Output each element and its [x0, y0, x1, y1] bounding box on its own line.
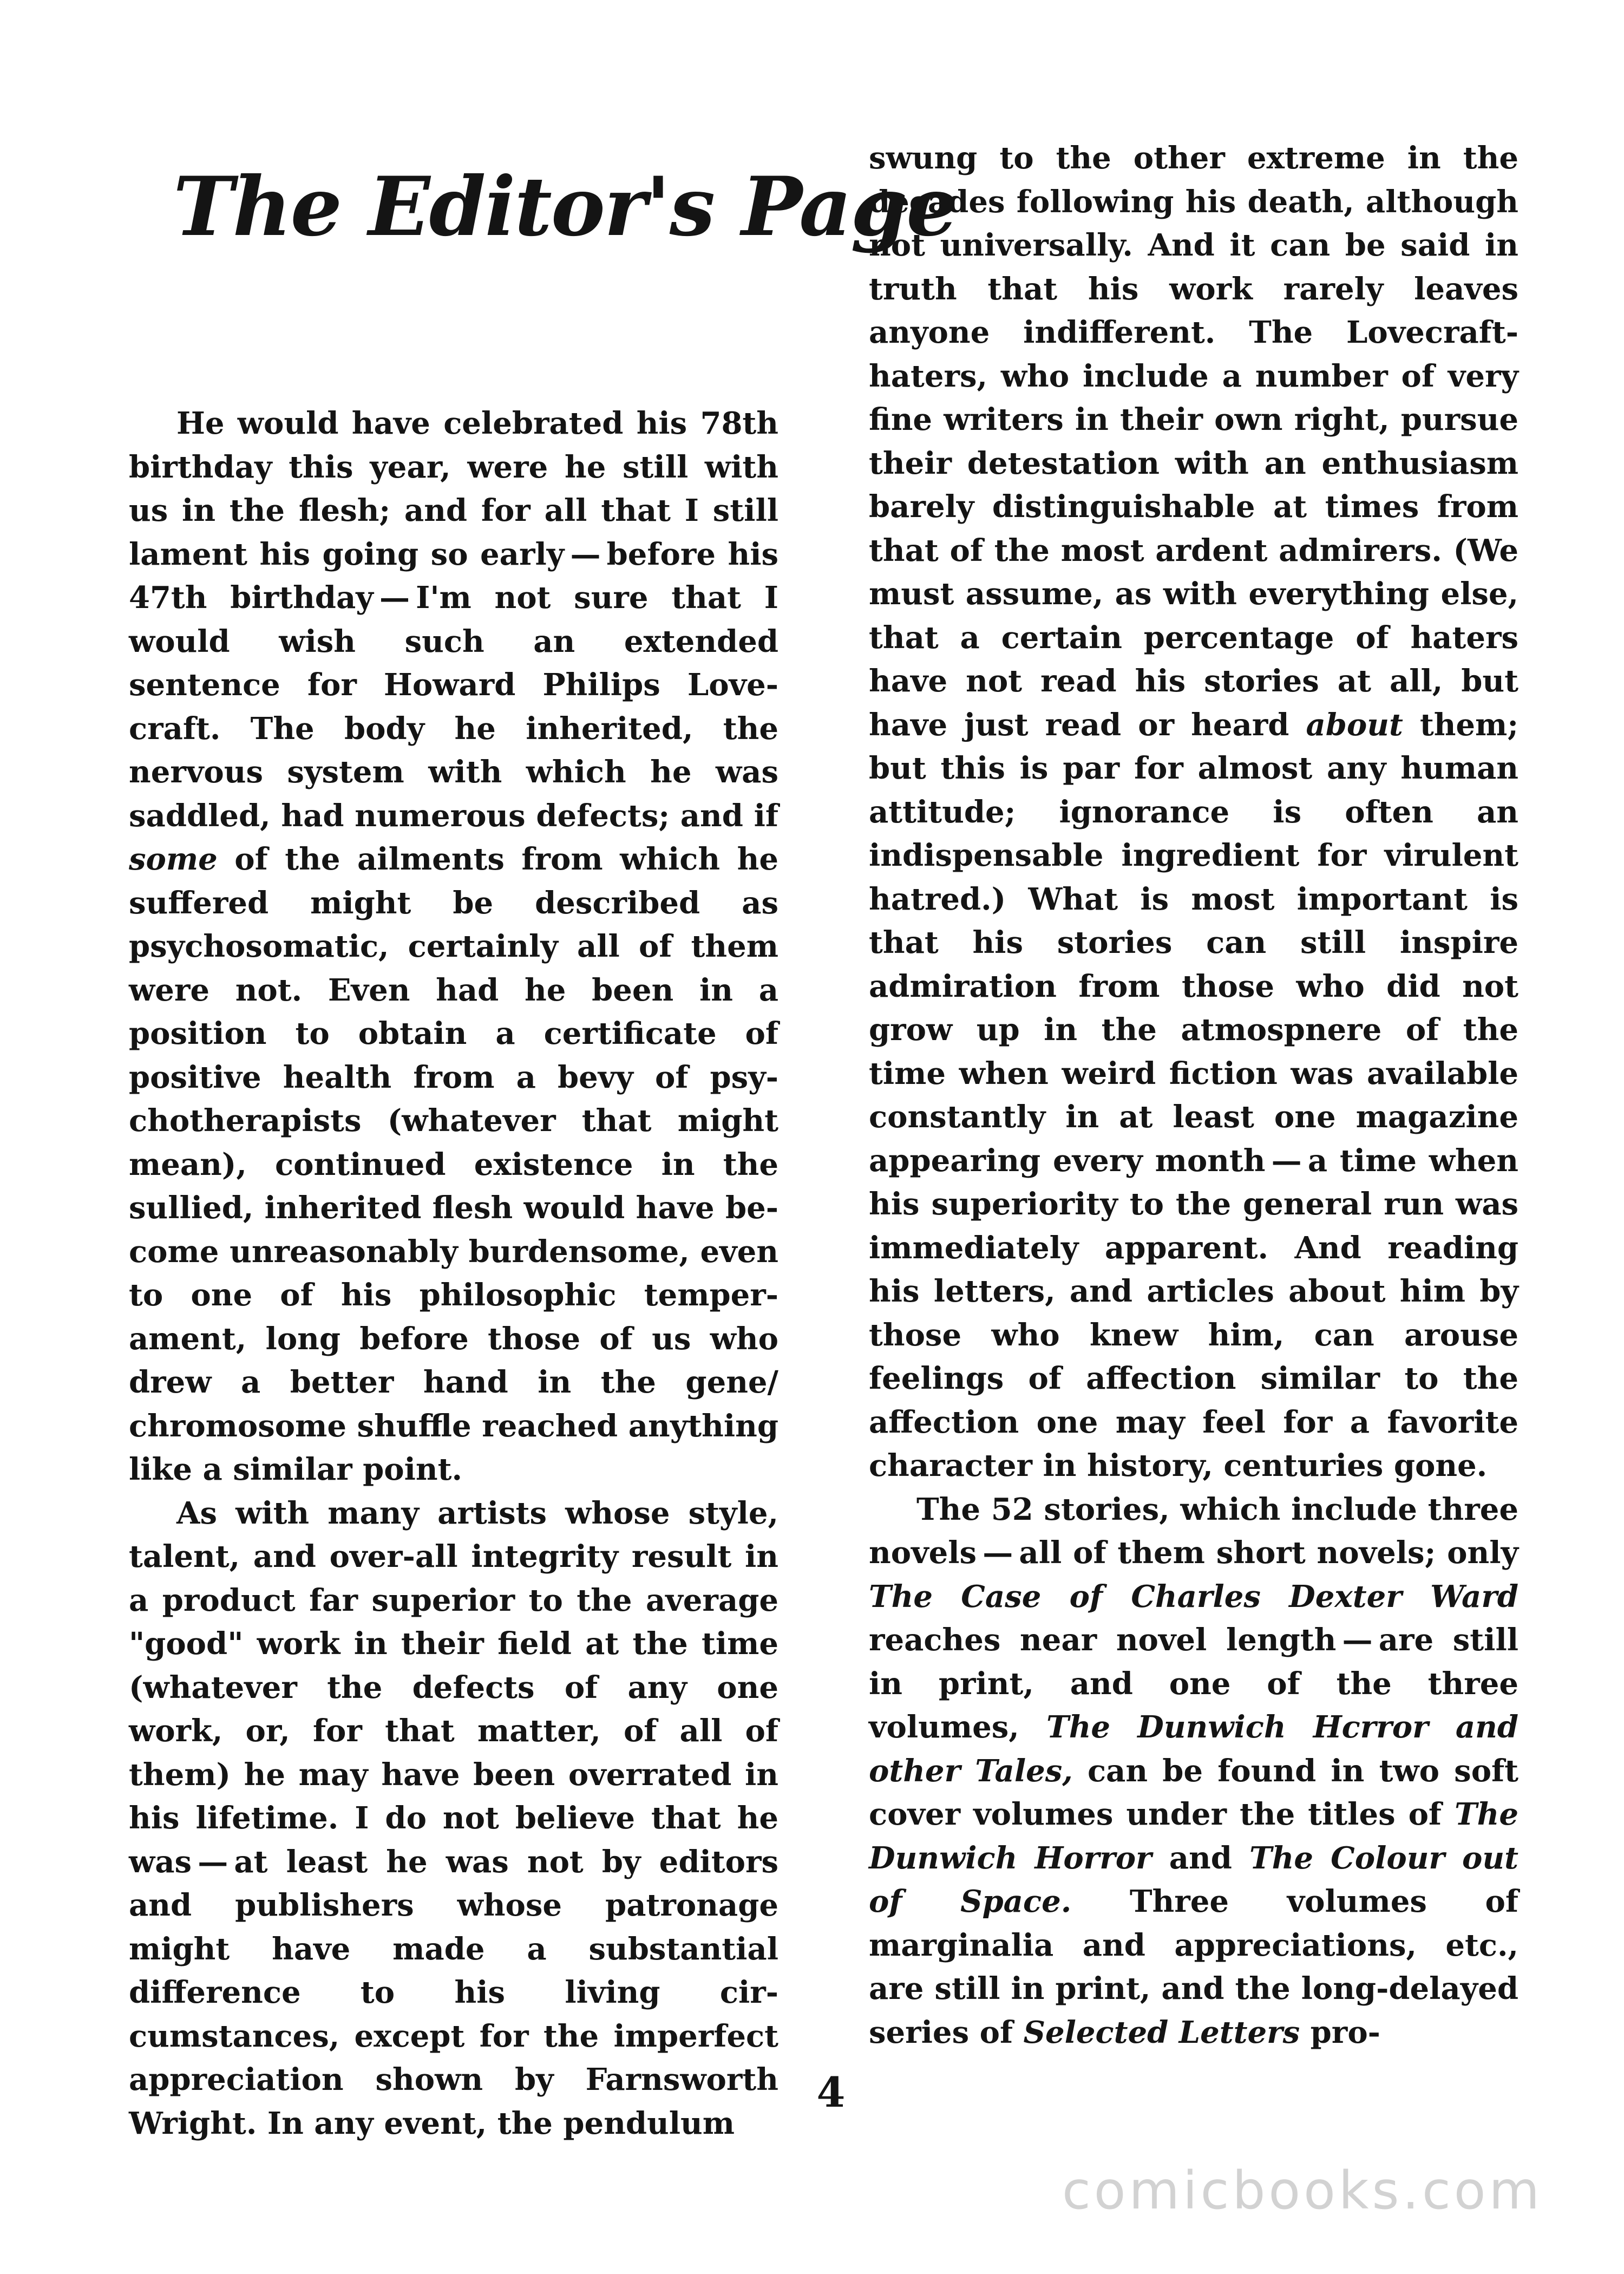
paragraph-2: As with many artists whose style, talent, and over-all integrity result in a product far superior to the average "good" work in their field at the time (whatever the defects of any one work, or, for that matter, of all of them) he may have been overrated in his lifetime. I do not believe that he was — at least he was not by editors and publishers whose patronage might have made a substantial difference to his living circumstances, except for the imperfect appreciation shown by Farnsworth Wright. In any event, the pendulum — [129, 1495, 778, 2141]
paragraph-1: He would have celebrated his 78th birthday this year, were he still with us in the flesh; and for all that I still lament his going so early — before his 47th birthday — I'm not sure that I would wish such an extended sentence for Howard Philips Lovecraft. The body he inherited, the nervous system with which he was saddled, had numerous defects; and if some of the ailments from which he suffered might be described as psychosomatic, certainly all of them were not. Even had he been in a position to obtain a certificate of positive health from a bevy of psychotherapists (whatever that might mean), continued existence in the sullied, inherited flesh would have become unreasonably burdensome, even to one of his philosophic temperament, long before those of us who drew a better hand in the gene/ chromosome shuffle reached anything like a similar point. — [129, 406, 778, 1487]
article-column-right — [869, 136, 1518, 2054]
page-title: The Editor's Page — [173, 159, 957, 254]
watermark-text: comicbooks.com — [1062, 2160, 1543, 2221]
page-number: 4 — [816, 2068, 846, 2116]
paragraph-2-continued: swung to the other extreme in the decades following his death, although not universally. And it can be said in truth that his work rarely leaves anyone indifferent. The Lovecraft-haters, who include a number of very fine writers in their own right, pursue their detestation with an enthusiasm barely distinguishable at times from that of the most ardent admirers. (We must assume, as with everything else, that a certain percentage of haters have not read his stories at all, but have just read or heard about them; but this is par for almost any human attitude; ignorance is often an indispensable ingredient for virulent hatred.) What is most important is that his stories can still inspire admiration from those who did not grow up in the atmospnere of the time when weird fiction was available constantly in at least one magazine appearing every month — a time when his superiority to the general run was immediately apparent. And reading his letters, and articles about him by those who knew him, can arouse feelings of affection similar to the affection one may feel for a favorite character in history, centuries gone. — [869, 140, 1518, 1484]
article-column-left — [129, 402, 778, 2145]
paragraph-3: The 52 stories, which include three novels — all of them short novels; only The Case of Charles Dexter Ward reaches near novel length — are still in print, and one of the three volumes, The Dunwich Hcrror and other Tales, can be found in two soft cover volumes under the titles of The Dunwich Horror and The Colour out of Space. Three volumes of marginalia and appreciations, etc., are still in print, and the long-delayed series of Selected Letters pro- — [869, 1491, 1519, 2050]
